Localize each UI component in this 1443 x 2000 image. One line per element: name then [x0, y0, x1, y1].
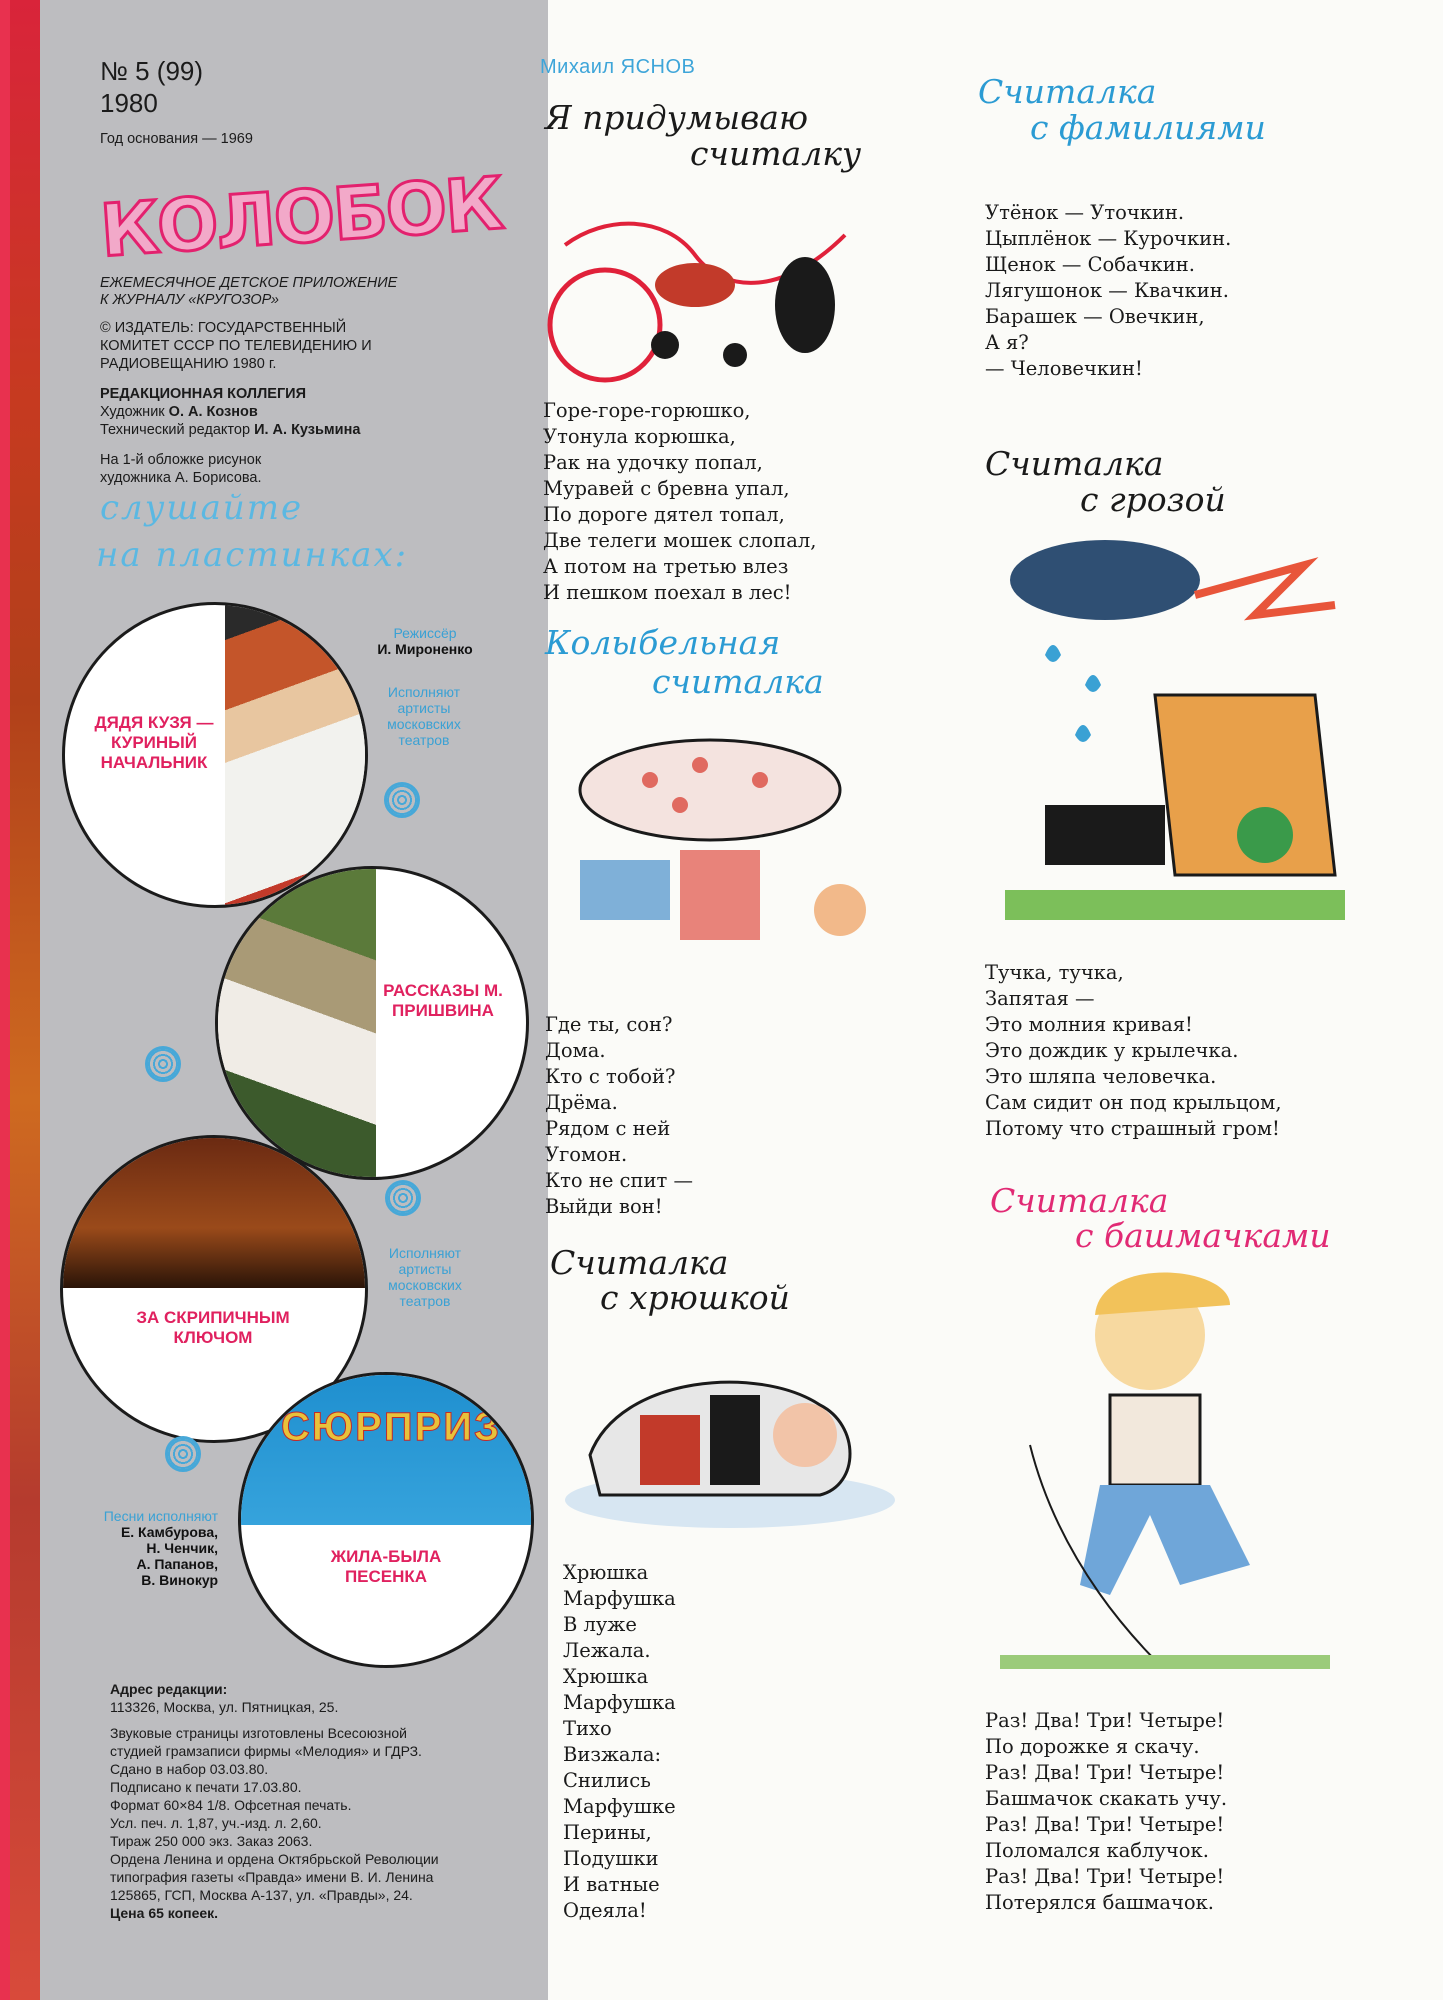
storm-drawing [1005, 535, 1345, 930]
singer-1: Е. Камбурова, [120, 1524, 218, 1540]
imprint-line: типография газеты «Правда» имени В. И. Ленина [110, 1869, 434, 1885]
listen-heading-2: на пластинках: [96, 535, 409, 575]
record-number-2-icon [145, 1046, 181, 1082]
jumping-child-illustration [1000, 1265, 1330, 1675]
artist-line [100, 404, 258, 421]
imprint-line: Тираж 250 000 экз. Заказ 2063. [110, 1833, 313, 1849]
imprint-line: студией грамзаписи фирмы «Мелодия» и ГДРЗ. [110, 1743, 422, 1759]
duck-illustration [218, 869, 376, 1177]
uncle-kuzya-illustration [225, 605, 365, 905]
publisher-line-2: КОМИТЕТ СССР ПО ТЕЛЕВИДЕНИЮ И [100, 338, 372, 354]
singer-2: Н. Ченчик, [146, 1540, 218, 1556]
performers-credit-1: Исполняют артисты московских театров [387, 684, 461, 748]
main-title-line-1: Я придумываю [545, 98, 809, 137]
singer-3: А. Папанов, [136, 1556, 218, 1572]
sleepers-illustration [560, 720, 890, 1000]
cheburashka-illustration [241, 1375, 531, 1525]
record-number-4-icon [165, 1436, 201, 1472]
record-disc-1 [62, 602, 368, 908]
imprint-block [110, 1680, 550, 1922]
performers-credit-3: Исполняют артисты московских театров [388, 1245, 462, 1309]
poem-shoes: Раз! Два! Три! Четыре! По дорожке я скачу. Раз! Два! Три! Четыре! Башмачок скакать учу. Раз! Два! Три! Четыре! Поломался каблучок. Раз! Два! Три! Четыре! Потерялся башмачок. [985, 1709, 1228, 1914]
record-disc-4 [238, 1372, 534, 1668]
imprint-line: Формат 60×84 1/8. Офсетная печать. [110, 1797, 352, 1813]
singers-label: Песни исполняют [103, 1508, 218, 1524]
editorial-board: РЕДАКЦИОННАЯ КОЛЛЕГИЯ [100, 386, 307, 402]
imprint-line: 125865, ГСП, Москва А-137, ул. «Правды», 24. [110, 1887, 413, 1903]
tech-editor-line [100, 422, 360, 439]
address-label: Адрес редакции: [110, 1681, 228, 1697]
imprint-line: Звуковые страницы изготовлены Всесоюзной [110, 1725, 407, 1741]
record-disc-2 [215, 866, 529, 1180]
poem-storm: Тучка, тучка, Запятая — Это молния кривая! Это дождик у крылечка. Это шляпа человечка. Сам сидит он под крыльцом, Потому что страшный гром! [985, 961, 1282, 1140]
director-credit [360, 625, 490, 657]
listen-heading-1: слушайте [100, 488, 304, 528]
cover-note-2: художника А. Борисова. [100, 470, 262, 486]
poem-lullaby: Где ты, сон? Дома. Кто с тобой? Дрёма. Рядом с ней Угомон. Кто не спит — Выйди вон! [545, 1013, 693, 1218]
record-title-3: ЗА СКРИПИЧНЫМ КЛЮЧОМ [136, 1308, 290, 1347]
subtitle-line-2: К ЖУРНАЛУ «КРУГОЗОР» [100, 292, 279, 308]
shoes-title-line-1: Считалка [990, 1181, 1169, 1220]
issue-year: 1980 [100, 88, 158, 118]
storm-title-line-1: Считалка [985, 444, 1164, 483]
main-title-line-2: считалку [690, 134, 862, 173]
publisher-line-1: © ИЗДАТЕЛЬ: ГОСУДАРСТВЕННЫЙ [100, 320, 347, 336]
subtitle-line-1: ЕЖЕМЕСЯЧНОЕ ДЕТСКОЕ ПРИЛОЖЕНИЕ [100, 275, 398, 291]
tech-editor-label: Технический редактор [100, 422, 251, 438]
piglet-drawing [560, 1335, 900, 1535]
cover-note-1: На 1-й обложке рисунок [100, 452, 262, 468]
publisher-line-3: РАДИОВЕЩАНИЮ 1980 г. [100, 356, 277, 372]
singer-4: В. Винокур [141, 1572, 218, 1588]
lullaby-title-line-1: Колыбельная [545, 623, 781, 662]
director-name: И. Мироненко [377, 641, 473, 657]
singers-credit [100, 1508, 218, 1588]
issue-number: № 5 (99) [100, 56, 204, 86]
record-title-1: ДЯДЯ КУЗЯ — КУРИНЫЙ НАЧАЛЬНИК [94, 713, 214, 772]
artist-name: О. А. Кознов [168, 404, 258, 420]
surname-title-line-2: с фамилиями [1030, 108, 1266, 147]
director-label: Режиссёр [393, 625, 457, 641]
cover-edge-strip [0, 0, 10, 2000]
founded-line: Год основания — 1969 [100, 131, 253, 147]
piglet-illustration [560, 1335, 900, 1535]
silhouettes-illustration [63, 1138, 365, 1288]
author-name: Михаил ЯСНОВ [540, 56, 696, 78]
shoes-title-line-2: с башмачками [1075, 1216, 1331, 1255]
storm-illustration [1005, 535, 1345, 930]
poem-surnames: Утёнок — Уточкин. Цыплёнок — Курочкин. Щенок — Собачкин. Лягушонок — Квачкин. Барашек — Овечкин, А я? — Человечкин! [985, 201, 1232, 380]
imprint-line: Сдано в набор 03.03.80. [110, 1761, 269, 1777]
imprint-line: Ордена Ленина и ордена Октябрьской Революции [110, 1851, 439, 1867]
piglet-title-line-2: с хрюшкой [600, 1278, 790, 1317]
imprint-line: Подписано к печати 17.03.80. [110, 1779, 302, 1795]
poem-piglet: Хрюшка Марфушка В луже Лежала. Хрюшка Марфушка Тихо Визжала: Снились Марфушке Перины, Подушки И ватные Одеяла! [563, 1561, 676, 1922]
storm-title-line-2: с грозой [1080, 480, 1226, 519]
poem-counting-rhyme: Горе-горе-горюшко, Утонула корюшка, Рак на удочку попал, Муравей с бревна упал, По дороге дятел топал, Две телеги мошек слопал, А потом на третью влез И пешком поехал в лес! [543, 399, 817, 604]
price: Цена 65 копеек. [110, 1905, 219, 1921]
record-number-1-icon [384, 782, 420, 818]
artist-label: Художник [100, 404, 165, 420]
surname-title-line-1: Считалка [978, 72, 1157, 111]
record-title-4: ЖИЛА-БЫЛА ПЕСЕНКА [330, 1547, 442, 1586]
record-title-2: РАССКАЗЫ М. ПРИШВИНА [383, 981, 503, 1020]
surprise-banner: СЮРПРИЗ [281, 1405, 502, 1449]
kolobok-logo: КОЛОБОК [97, 161, 505, 273]
record-number-3-icon [385, 1180, 421, 1216]
piglet-title-line-1: Считалка [550, 1243, 729, 1282]
jumping-child-drawing [1000, 1265, 1330, 1675]
sleepers-drawing [560, 720, 890, 1000]
animals-illustration [545, 205, 875, 385]
address: 113326, Москва, ул. Пятницкая, 25. [110, 1699, 339, 1715]
lullaby-title-line-2: считалка [652, 662, 824, 701]
animals-drawing [545, 205, 875, 385]
imprint-line: Усл. печ. л. 1,87, уч.-изд. л. 2,60. [110, 1815, 322, 1831]
tech-editor-name: И. А. Кузьмина [254, 422, 361, 438]
